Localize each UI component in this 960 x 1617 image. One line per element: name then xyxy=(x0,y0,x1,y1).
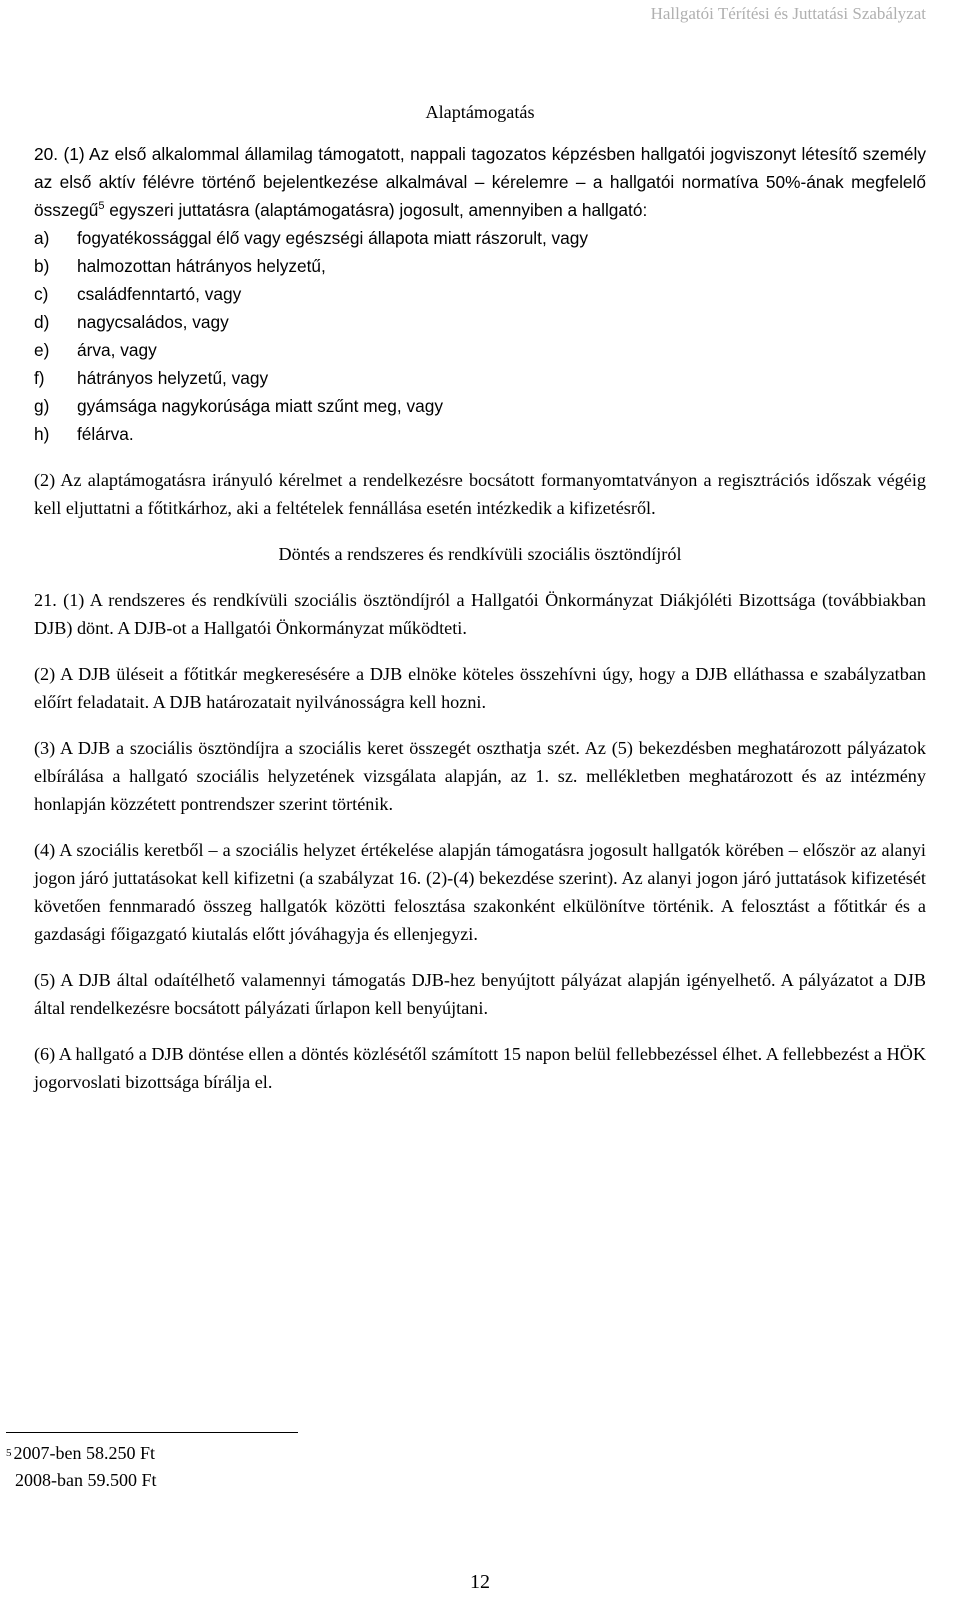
footnote xyxy=(6,1440,157,1494)
list-item-label: g) xyxy=(34,396,50,416)
list-item xyxy=(34,392,926,420)
list-item xyxy=(34,420,926,448)
paragraph-21-4-block xyxy=(34,836,926,948)
list-item-label: d) xyxy=(34,312,50,332)
list-item-text: nagycsaládos, vagy xyxy=(77,312,229,332)
section-20-paragraph-2 xyxy=(34,466,926,522)
list-item xyxy=(34,224,926,252)
list-item xyxy=(34,364,926,392)
footnote-reference[interactable]: 5 xyxy=(98,200,105,213)
list-item-text: halmozottan hátrányos helyzetű, xyxy=(77,256,326,276)
list-item-label: f) xyxy=(34,368,45,388)
footnote-line-1: $^5$ 2007-ben 58.250 Ft xyxy=(6,1443,155,1463)
list-item-label: e) xyxy=(34,340,50,360)
paragraph-21-4: (4) A szociális keretből – a szociális helyzet értékelése alapján támogatásra jogosult hallgatók körében – először az alanyi jogon járó juttatásokat kell kifizetni (a szabályzat 16. (2)-(4) bekezdése szerint). Az alanyi jogon járó juttatások kifizetését követően fennmaradó összeg hallgatók közötti felosztása szakonként elkülönítve történik. A felosztást a főtitkár és a gazdasági főigazgató kiutalás előtt jóváhagyja és ellenjegyzi. xyxy=(34,840,926,944)
list-item-label: h) xyxy=(34,424,50,444)
section-title-dontes: Döntés a rendszeres és rendkívüli szociális ösztöndíjról xyxy=(278,544,682,564)
paragraph-21-1-block xyxy=(34,586,926,642)
paragraph-21-3: (3) A DJB a szociális ösztöndíjra a szociális keret összegét oszthatja szét. Az (5) bekezdésben meghatározott pályázatok elbírálása a hallgató szociális helyzetének vizsgálata alapján, az 1. sz. mellékletben meghatározott és az intézmény honlapján közzétett pontrendszer szerint történik. xyxy=(34,738,926,814)
section-title-alaptamogatas: Alaptámogatás xyxy=(425,102,535,122)
list-item-text: fogyatékossággal élő vagy egészségi állapota miatt rászorult, vagy xyxy=(77,228,589,248)
list-item xyxy=(34,336,926,364)
list-item xyxy=(34,252,926,280)
paragraph-21-6: (6) A hallgató a DJB döntése ellen a döntés közlésétől számított 15 napon belül fellebbezéssel élhet. A fellebbezést a HÖK jogorvoslati bizottsága bírálja el. xyxy=(34,1044,926,1092)
list-item xyxy=(34,280,926,308)
list-item-text: árva, vagy xyxy=(77,340,157,360)
paragraph-20-1: 20. (1) Az első alkalommal államilag támogatott, nappali tagozatos képzésben hallgatói jogviszonyt létesítő személy az első aktív félévre történő bejelentkezése alkalmával – kérelemre – a hallgatói normatíva 50%-ának megfelelő összegű$^5$ egyszeri juttatásra (alaptámogatásra) jogosult, amennyiben a hallgató: xyxy=(34,144,926,220)
document-body xyxy=(34,98,926,1114)
footnote-line-2: 2008-ban 59.500 Ft xyxy=(15,1470,157,1490)
list-item-label: c) xyxy=(34,284,49,304)
list-item-text: családfenntartó, vagy xyxy=(77,284,242,304)
page-number: 12 xyxy=(470,1571,490,1593)
paragraph-21-6-block xyxy=(34,1040,926,1096)
list-item-label: a) xyxy=(34,228,50,248)
paragraph-21-1: 21. (1) A rendszeres és rendkívüli szociális ösztöndíjról a Hallgatói Önkormányzat Diákjóléti Bizottsága (továbbiakban DJB) dönt. A DJB-ot a Hallgatói Önkormányzat működteti. xyxy=(34,590,926,638)
paragraph-21-2-block xyxy=(34,660,926,716)
paragraph-20-2: (2) Az alaptámogatásra irányuló kérelmet a rendelkezésre bocsátott formanyomtatványon a regisztrációs időszak végéig kell eljuttatni a főtitkárhoz, aki a feltételek fennállása esetén intézkedik a kifizetésről. xyxy=(34,470,926,518)
paragraph-21-5: (5) A DJB által odaítélhető valamennyi támogatás DJB-hez benyújtott pályázat alapján igényelhető. A pályázatot a DJB által rendelkezésre bocsátott pályázati űrlapon kell benyújtani. xyxy=(34,970,926,1018)
list-item-label: b) xyxy=(34,256,50,276)
section-20-paragraph-1 xyxy=(34,140,926,448)
list-item xyxy=(34,308,926,336)
paragraph-21-3-block xyxy=(34,734,926,818)
footnote-divider xyxy=(6,1432,298,1433)
footnote-number: 5 xyxy=(6,1447,12,1459)
list-item-text: gyámsága nagykorúsága miatt szűnt meg, vagy xyxy=(77,396,443,416)
paragraph-21-2: (2) A DJB üléseit a főtitkár megkeresésére a DJB elnöke köteles összehívni úgy, hogy a DJB elláthassa e szabályzatban előírt feladatait. A DJB határozatait nyilvánosságra kell hozni. xyxy=(34,664,926,712)
eligibility-list xyxy=(34,224,926,448)
list-item-text: félárva. xyxy=(77,424,134,444)
list-item-text: hátrányos helyzetű, vagy xyxy=(77,368,269,388)
running-header: Hallgatói Térítési és Juttatási Szabályzat xyxy=(650,4,926,23)
paragraph-21-5-block xyxy=(34,966,926,1022)
